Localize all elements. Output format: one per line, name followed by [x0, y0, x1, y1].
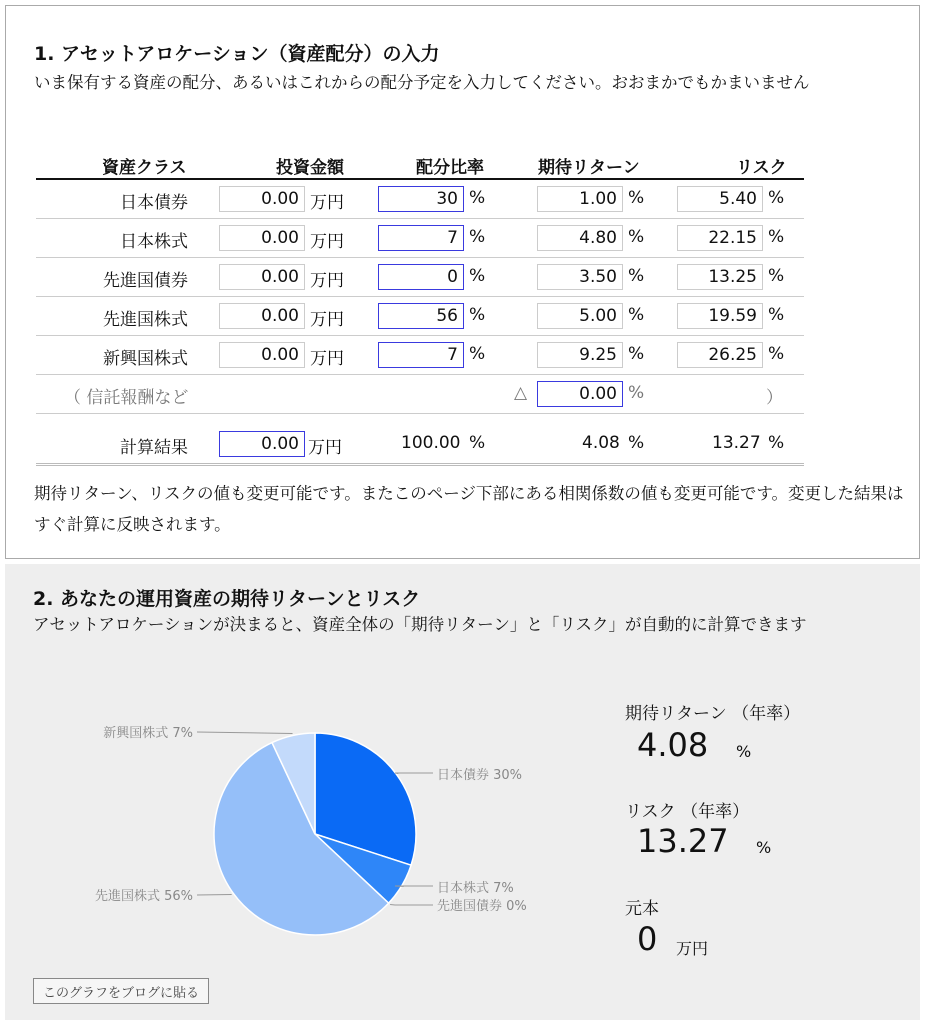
risk-stat-unit: %	[756, 838, 772, 857]
return-stat-label: 期待リターン （年率）	[625, 704, 801, 724]
pie-label: 先進国株式 56%	[94, 889, 193, 904]
unit-percent: %	[628, 227, 645, 247]
table-row	[6, 180, 921, 218]
triangle-icon: △	[514, 383, 528, 403]
pie-leader-line	[197, 732, 293, 733]
ratio-input[interactable]: 7	[378, 225, 464, 251]
row-asset-name: 先進国株式	[103, 310, 188, 330]
pie-label: 日本債券 30%	[437, 768, 523, 783]
section2-intro: アセットアロケーションが決まると、資産全体の「期待リターン」と「リスク」が自動的に計算できます	[33, 615, 807, 634]
row-asset-name: 日本株式	[120, 232, 188, 252]
return-stat-unit: %	[736, 742, 752, 761]
principal-unit: 万円	[676, 939, 709, 958]
fee-input[interactable]: 0.00	[537, 381, 623, 407]
fee-row	[6, 375, 921, 413]
result-divider	[36, 463, 804, 466]
unit-percent: %	[768, 433, 785, 453]
amount-input[interactable]: 0.00	[219, 225, 305, 251]
return-input[interactable]: 9.25	[537, 342, 623, 368]
principal-value: 0	[637, 920, 658, 958]
fee-close-paren: ）	[766, 388, 783, 408]
section1-note: 期待リターン、リスクの値も変更可能です。またこのページ下部にある相関係数の値も変更可能です。変更した結果はすぐ計算に反映されます。	[34, 484, 904, 534]
fee-label: （ 信託報酬など	[64, 388, 189, 408]
header-asset-class: 資産クラス	[102, 158, 187, 178]
unit-percent: %	[628, 433, 645, 453]
amount-input[interactable]: 0.00	[219, 186, 305, 212]
allocation-pie-chart	[5, 694, 585, 974]
row-divider	[36, 413, 804, 414]
unit-yen: 万円	[310, 271, 344, 291]
unit-yen: 万円	[310, 193, 344, 213]
table-header	[6, 153, 921, 179]
principal-label: 元本	[625, 899, 659, 919]
unit-yen: 万円	[308, 438, 342, 458]
unit-yen: 万円	[310, 349, 344, 369]
unit-percent: %	[628, 266, 645, 286]
section1-intro: いま保有する資産の配分、あるいはこれからの配分予定を入力してください。おおまかでもかまいません	[34, 73, 810, 92]
header-risk: リスク	[736, 158, 787, 178]
result-row	[6, 425, 921, 463]
unit-percent: %	[628, 305, 645, 325]
unit-percent: %	[768, 266, 785, 286]
unit-percent: %	[469, 188, 486, 208]
amount-input[interactable]: 0.00	[219, 342, 305, 368]
ratio-input[interactable]: 7	[378, 342, 464, 368]
return-input[interactable]: 3.50	[537, 264, 623, 290]
row-asset-name: 日本債券	[120, 193, 188, 213]
amount-input[interactable]: 0.00	[219, 264, 305, 290]
table-row	[6, 258, 921, 296]
total-amount-input[interactable]: 0.00	[219, 431, 305, 457]
unit-percent: %	[628, 344, 645, 364]
result-label: 計算結果	[120, 438, 188, 458]
ratio-input[interactable]: 30	[378, 186, 464, 212]
risk-stat-label: リスク （年率）	[625, 802, 750, 822]
result-risk: 13.27	[712, 433, 761, 453]
pie-label: 新興国株式 7%	[103, 726, 193, 741]
unit-percent: %	[469, 433, 486, 453]
return-risk-section	[5, 564, 920, 1020]
row-asset-name: 新興国株式	[103, 349, 188, 369]
unit-percent: %	[469, 266, 486, 286]
risk-input[interactable]: 26.25	[677, 342, 763, 368]
section2-title: 2. あなたの運用資産の期待リターンとリスク	[33, 588, 421, 610]
return-input[interactable]: 4.80	[537, 225, 623, 251]
amount-input[interactable]: 0.00	[219, 303, 305, 329]
ratio-input[interactable]: 0	[378, 264, 464, 290]
header-amount: 投資金額	[276, 158, 344, 178]
unit-percent: %	[768, 305, 785, 325]
unit-percent: %	[469, 344, 486, 364]
return-input[interactable]: 1.00	[537, 186, 623, 212]
risk-stat-value: 13.27	[637, 822, 729, 860]
row-asset-name: 先進国債券	[103, 271, 188, 291]
unit-percent: %	[628, 383, 645, 403]
unit-percent: %	[768, 344, 785, 364]
table-row	[6, 297, 921, 335]
risk-input[interactable]: 5.40	[677, 186, 763, 212]
unit-percent: %	[469, 305, 486, 325]
risk-input[interactable]: 22.15	[677, 225, 763, 251]
unit-percent: %	[768, 227, 785, 247]
pie-label: 日本株式 7%	[437, 881, 514, 896]
table-row	[6, 336, 921, 374]
risk-input[interactable]: 19.59	[677, 303, 763, 329]
pie-label: 先進国債券 0%	[437, 899, 527, 914]
unit-percent: %	[628, 188, 645, 208]
allocation-input-section	[5, 5, 920, 559]
unit-yen: 万円	[310, 232, 344, 252]
table-row	[6, 219, 921, 257]
header-ratio: 配分比率	[416, 158, 484, 178]
unit-yen: 万円	[310, 310, 344, 330]
section1-title: 1. アセットアロケーション（資産配分）の入力	[34, 43, 440, 65]
return-input[interactable]: 5.00	[537, 303, 623, 329]
embed-graph-button[interactable]: このグラフをブログに貼る	[33, 978, 209, 1004]
unit-percent: %	[469, 227, 486, 247]
result-ratio: 100.00	[401, 433, 461, 453]
header-return: 期待リターン	[538, 158, 640, 178]
unit-percent: %	[768, 188, 785, 208]
return-stat-value: 4.08	[637, 726, 709, 764]
risk-input[interactable]: 13.25	[677, 264, 763, 290]
ratio-input[interactable]: 56	[378, 303, 464, 329]
result-return: 4.08	[582, 433, 620, 453]
